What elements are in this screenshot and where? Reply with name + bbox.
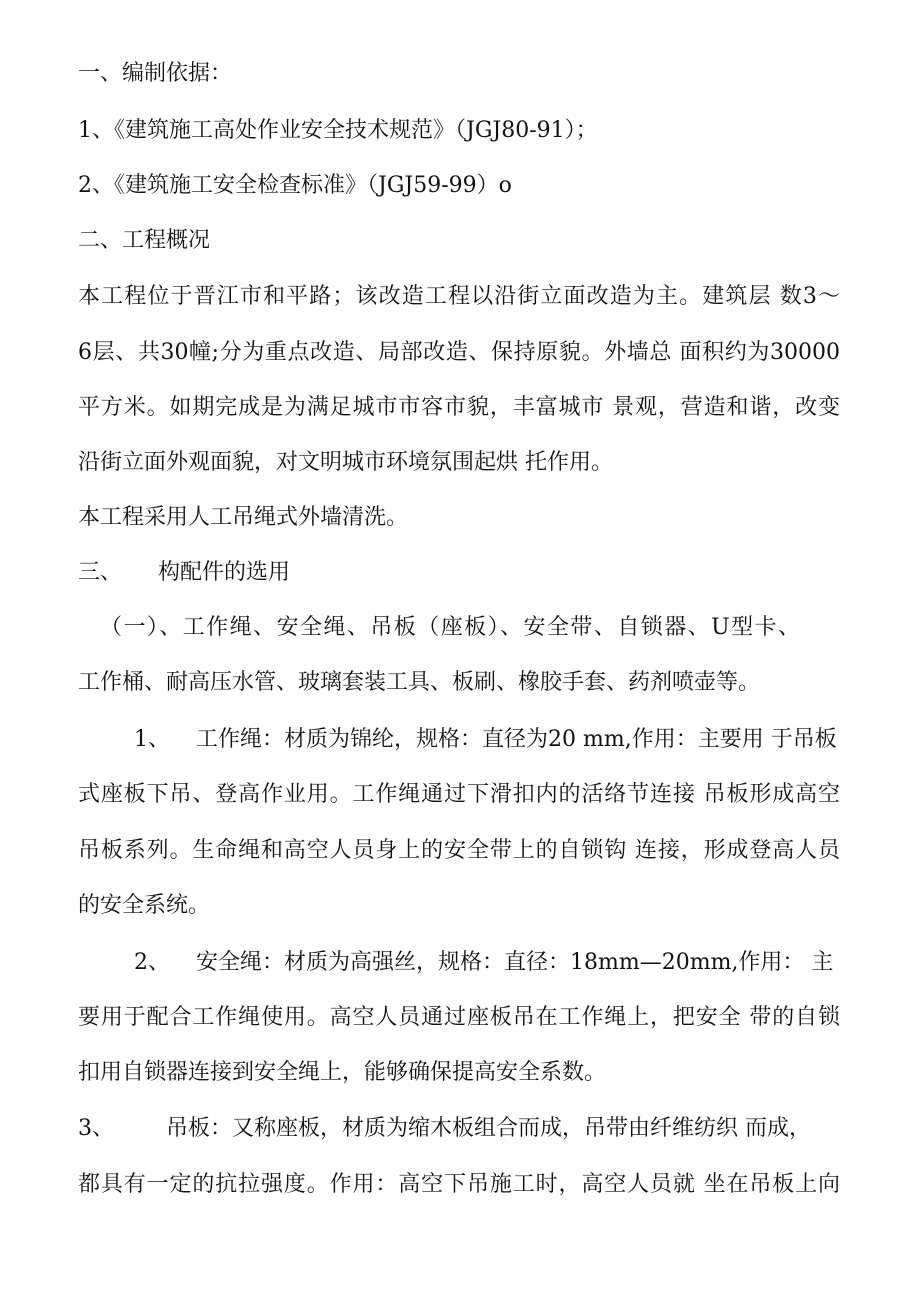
item-1-line-4: 的安全系统。 — [78, 893, 211, 918]
item-1-line-3: 吊板系列。生命绳和高空人员身上的安全带上的自锁钩 连接，形成登高人员 — [78, 838, 840, 863]
item-2-text: 安全绳：材质为高强丝，规格：直径：18mm—20mm,作用： 主 — [196, 950, 834, 975]
section-3-title — [78, 551, 840, 595]
overview-line-4: 沿街立面外观面貌，对文明城市环境氛围起烘 托作用。 — [78, 450, 613, 475]
section-3-number: 三、 — [78, 560, 123, 585]
item-3-line-2: 都具有一定的抗拉强度。作用：高空下吊施工时，高空人员就 坐在吊板上向 — [78, 1172, 840, 1197]
reference-1: 1、《建筑施工高处作业安全技术规范》（JGJ80-91）； — [78, 118, 598, 143]
item-2-line-2: 要用于配合工作绳使用。高空人员通过座板吊在工作绳上，把安全 带的自锁 — [78, 1005, 840, 1030]
item-2-line-3: 扣用自锁器连接到安全绳上，能够确保提高安全系数。 — [78, 1060, 607, 1085]
item-1-number: 1、 — [134, 727, 170, 752]
section-2-title: 二、工程概况 — [78, 228, 211, 253]
item-2-number: 2、 — [134, 950, 170, 975]
item-3-number: 3、 — [78, 1116, 114, 1141]
subsection-1-line-2: 工作桶、耐高压水管、玻璃套装工具、板刷、橡胶手套、药剂喷壶等。 — [78, 670, 761, 695]
overview-line-3: 平方米。如期完成是为满足城市市容市貌，丰富城市 景观，营造和谐，改变 — [78, 395, 840, 420]
subsection-1-line-1: （一）、工作绳、安全绳、吊板（座板）、安全带、自锁器、U型卡、 — [100, 615, 800, 640]
item-2-first-line — [134, 941, 840, 985]
item-3-text: 吊板：又称座板，材质为缩木板组合而成，吊带由纤维纺织 而成， — [166, 1116, 811, 1141]
item-3-first-line — [78, 1107, 840, 1151]
item-1-text: 工作绳：材质为锦纶，规格：直径为20 mm,作用：主要用 于吊板 — [196, 727, 837, 752]
item-1-line-2: 式座板下吊、登高作业用。工作绳通过下滑扣内的活络节连接 吊板形成高空 — [78, 782, 840, 807]
item-1-first-line — [134, 718, 840, 762]
overview-line-2: 6层、共30幢;分为重点改造、局部改造、保持原貌。外墙总 面积约为30000 — [78, 340, 840, 365]
section-3-text: 构配件的选用 — [158, 560, 291, 585]
reference-2: 2、《建筑施工安全检查标准》（JGJ59-99）o — [78, 173, 512, 198]
method-paragraph: 本工程采用人工吊绳式外墙清洗。 — [78, 505, 409, 530]
overview-line-1: 本工程位于晋江市和平路；该改造工程以沿街立面改造为主。建筑层 数3～ — [78, 284, 840, 309]
section-1-title: 一、编制依据： — [78, 61, 233, 86]
